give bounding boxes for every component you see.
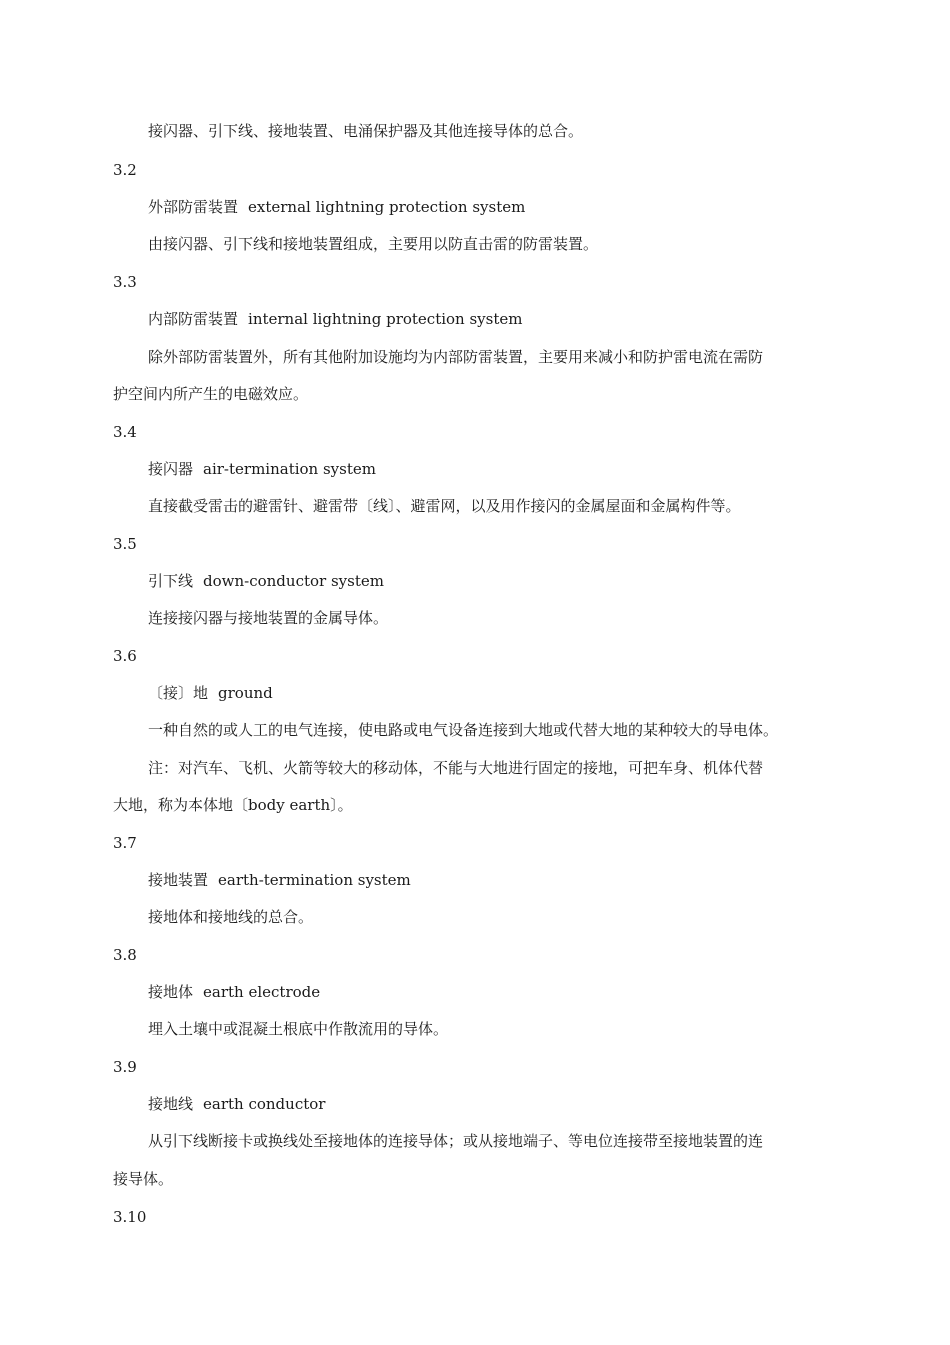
term-definition: 从引下线断接卡或换线处至接地体的连接导体；或从接地端子、等电位连接带至接地装置的连 <box>148 1132 764 1150</box>
term-definition: 除外部防雷装置外，所有其他附加设施均为内部防雷装置，主要用来减小和防护雷电流在需防 <box>148 348 764 366</box>
term-en: internal lightning protection system <box>248 310 523 328</box>
term-definition-continued: 护空间内所产生的电磁效应。 <box>113 385 309 403</box>
term-zh: 接地体 <box>148 983 194 1001</box>
term-definition: 一种自然的或人工的电气连接，使电路或电气设备连接到大地或代替大地的某种较大的导电体。 <box>148 721 779 739</box>
term-en: ground <box>218 684 273 702</box>
term-zh: 接地线 <box>148 1095 194 1113</box>
term-heading <box>148 309 522 329</box>
section-number: 3.4 <box>113 423 137 441</box>
section-number: 3.6 <box>113 647 137 665</box>
term-en: earth conductor <box>203 1095 326 1113</box>
term-definition-continued: 接导体。 <box>113 1170 174 1188</box>
term-definition: 接地体和接地线的总合。 <box>148 908 314 926</box>
term-zh: 引下线 <box>148 572 194 590</box>
term-zh: 〔接〕地 <box>148 684 209 702</box>
term-heading <box>148 571 384 591</box>
section-number: 3.8 <box>113 946 137 964</box>
section-number: 3.3 <box>113 273 137 291</box>
term-heading <box>148 197 525 217</box>
term-en: external lightning protection system <box>248 198 526 216</box>
term-heading <box>148 870 411 890</box>
term-definition: 埋入土壤中或混凝土根底中作散流用的导体。 <box>148 1020 449 1038</box>
term-definition: 由接闪器、引下线和接地装置组成，主要用以防直击雷的防雷装置。 <box>148 235 599 253</box>
term-note: 注：对汽车、飞机、火箭等较大的移动体，不能与大地进行固定的接地，可把车身、机体代替 <box>148 759 764 777</box>
term-definition: 直接截受雷击的避雷针、避雷带〔线〕、避雷网，以及用作接闪的金属屋面和金属构件等。 <box>148 497 741 515</box>
intro-definition: 接闪器、引下线、接地装置、电涌保护器及其他连接导体的总合。 <box>148 122 584 140</box>
section-number: 3.9 <box>113 1058 137 1076</box>
term-heading <box>148 1094 325 1114</box>
term-en: earth electrode <box>203 983 321 1001</box>
term-heading <box>148 459 376 479</box>
term-zh: 外部防雷装置 <box>148 198 239 216</box>
term-en: air-termination system <box>203 460 376 478</box>
section-number: 3.7 <box>113 834 137 852</box>
term-heading <box>148 683 273 703</box>
term-heading <box>148 982 320 1002</box>
term-en: earth-termination system <box>218 871 411 889</box>
term-zh: 内部防雷装置 <box>148 310 239 328</box>
term-note-continued: 大地，称为本体地〔body earth〕。 <box>113 796 353 814</box>
term-zh: 接地装置 <box>148 871 209 889</box>
section-number: 3.5 <box>113 535 137 553</box>
term-zh: 接闪器 <box>148 460 194 478</box>
section-number: 3.10 <box>113 1208 147 1226</box>
section-number: 3.2 <box>113 161 137 179</box>
term-en: down-conductor system <box>203 572 384 590</box>
term-definition: 连接接闪器与接地装置的金属导体。 <box>148 609 389 627</box>
